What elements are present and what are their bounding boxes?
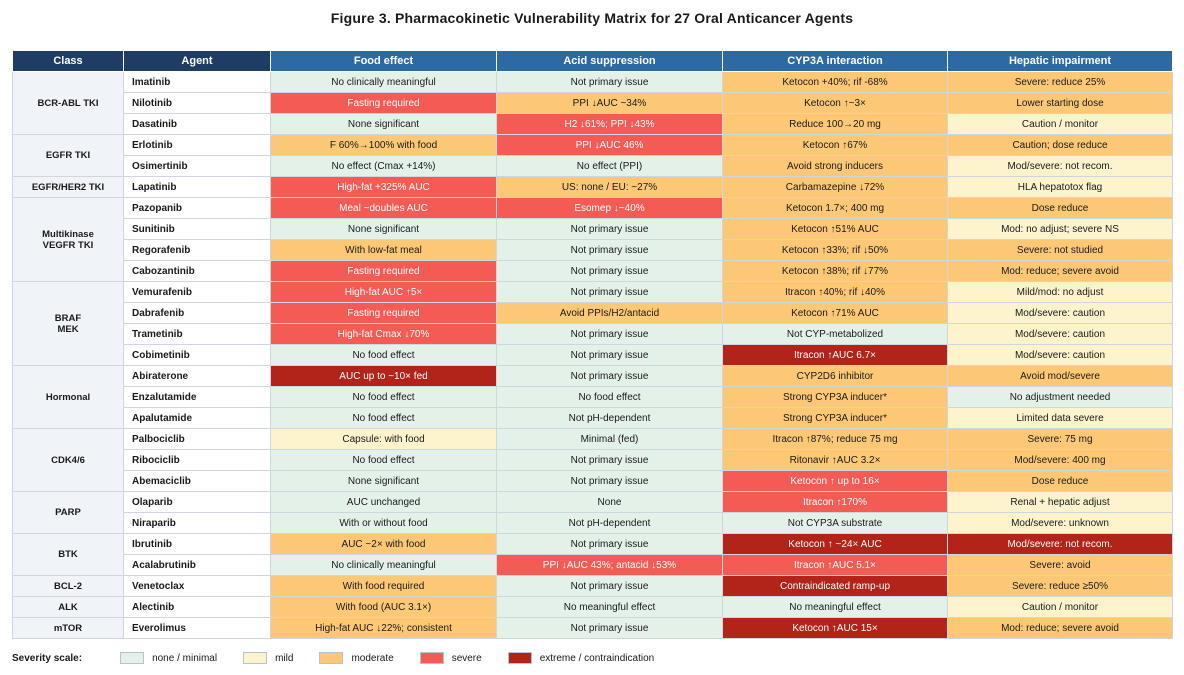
legend-swatch bbox=[420, 652, 444, 664]
severity-cell: None significant bbox=[271, 219, 497, 240]
agent-cell: Dasatinib bbox=[124, 114, 271, 135]
severity-cell: Caution; dose reduce bbox=[948, 135, 1173, 156]
severity-cell: No food effect bbox=[271, 387, 497, 408]
legend-label: moderate bbox=[351, 652, 394, 664]
header-class: Class bbox=[13, 51, 124, 72]
severity-cell: Minimal (fed) bbox=[497, 429, 723, 450]
severity-cell: Not primary issue bbox=[497, 345, 723, 366]
severity-cell: Avoid mod/severe bbox=[948, 366, 1173, 387]
table-row bbox=[13, 534, 1173, 555]
table-row bbox=[13, 156, 1173, 177]
severity-cell: No effect (PPI) bbox=[497, 156, 723, 177]
class-cell bbox=[13, 534, 124, 576]
table-row bbox=[13, 72, 1173, 93]
legend-title: Severity scale: bbox=[12, 652, 83, 664]
severity-cell: Esomep ↓~40% bbox=[497, 198, 723, 219]
severity-cell: Contraindicated ramp-up bbox=[723, 576, 948, 597]
table-row bbox=[13, 450, 1173, 471]
agent-cell: Regorafenib bbox=[124, 240, 271, 261]
severity-cell: AUC unchanged bbox=[271, 492, 497, 513]
severity-cell: Ketocon ↑71% AUC bbox=[723, 303, 948, 324]
agent-cell: Sunitinib bbox=[124, 219, 271, 240]
class-label: CDK4/6 bbox=[51, 454, 85, 466]
severity-cell: High-fat AUC ↓22%; consistent bbox=[271, 618, 497, 639]
severity-cell: Not primary issue bbox=[497, 282, 723, 303]
agent-cell: Acalabrutinib bbox=[124, 555, 271, 576]
severity-cell: No food effect bbox=[271, 408, 497, 429]
class-cell bbox=[13, 597, 124, 618]
severity-cell: Caution / monitor bbox=[948, 597, 1173, 618]
severity-cell: No food effect bbox=[497, 387, 723, 408]
severity-cell: No adjustment needed bbox=[948, 387, 1173, 408]
legend-swatch bbox=[120, 652, 144, 664]
class-label: EGFR TKI bbox=[45, 150, 91, 161]
severity-cell: Not primary issue bbox=[497, 534, 723, 555]
agent-cell: Trametinib bbox=[124, 324, 271, 345]
class-cell bbox=[13, 492, 124, 534]
severity-cell: Limited data severe bbox=[948, 408, 1173, 429]
severity-cell: Not primary issue bbox=[497, 618, 723, 639]
table-row bbox=[13, 513, 1173, 534]
severity-cell: Itracon ↑40%; rif ↓40% bbox=[723, 282, 948, 303]
header-acid-suppression: Acid suppression bbox=[497, 51, 723, 72]
table-row bbox=[13, 555, 1173, 576]
vulnerability-matrix bbox=[12, 50, 1173, 639]
class-cell bbox=[13, 177, 124, 198]
class-cell bbox=[13, 429, 124, 492]
severity-cell: No food effect bbox=[271, 450, 497, 471]
severity-cell: Carbamazepine ↓72% bbox=[723, 177, 948, 198]
legend-label: none / minimal bbox=[152, 652, 218, 664]
agent-cell: Nilotinib bbox=[124, 93, 271, 114]
severity-cell: High-fat +325% AUC bbox=[271, 177, 497, 198]
class-cell bbox=[13, 576, 124, 597]
class-label: MEK bbox=[57, 323, 79, 335]
agent-cell: Imatinib bbox=[124, 72, 271, 93]
severity-cell: Not primary issue bbox=[497, 261, 723, 282]
severity-cell: PPI ↓AUC ~34% bbox=[497, 93, 723, 114]
agent-cell: Erlotinib bbox=[124, 135, 271, 156]
agent-cell: Ibrutinib bbox=[124, 534, 271, 555]
agent-cell: Alectinib bbox=[124, 597, 271, 618]
agent-cell: Enzalutamide bbox=[124, 387, 271, 408]
class-label: BRAF bbox=[54, 312, 82, 324]
legend-label: severe bbox=[451, 652, 482, 664]
class-cell bbox=[13, 366, 124, 429]
agent-cell: Niraparib bbox=[124, 513, 271, 534]
severity-cell: Renal + hepatic adjust bbox=[948, 492, 1173, 513]
table-row bbox=[13, 387, 1173, 408]
severity-cell: Severe: reduce 25% bbox=[948, 72, 1173, 93]
class-label: BTK bbox=[58, 549, 78, 560]
severity-cell: Reduce 100→20 mg bbox=[723, 114, 948, 135]
table-row bbox=[13, 408, 1173, 429]
severity-cell: Mod/severe: caution bbox=[948, 324, 1173, 345]
agent-cell: Cobimetinib bbox=[124, 345, 271, 366]
severity-cell: None significant bbox=[271, 471, 497, 492]
severity-cell: Avoid PPIs/H2/antacid bbox=[497, 303, 723, 324]
severity-cell: Ketocon ↑ ~24× AUC bbox=[723, 534, 948, 555]
severity-cell: US: none / EU: ~27% bbox=[497, 177, 723, 198]
severity-cell: HLA hepatotox flag bbox=[948, 177, 1173, 198]
severity-cell: No clinically meaningful bbox=[271, 555, 497, 576]
severity-cell: Ritonavir ↑AUC 3.2× bbox=[723, 450, 948, 471]
severity-cell: Ketocon ↑ up to 16× bbox=[723, 471, 948, 492]
severity-cell: H2 ↓61%; PPI ↓43% bbox=[497, 114, 723, 135]
severity-cell: Not primary issue bbox=[497, 72, 723, 93]
severity-cell: Strong CYP3A inducer* bbox=[723, 408, 948, 429]
severity-cell: Mod: no adjust; severe NS bbox=[948, 219, 1173, 240]
class-label: BCR-ABL TKI bbox=[37, 97, 99, 109]
table-row bbox=[13, 282, 1173, 303]
severity-cell: Mod: reduce; severe avoid bbox=[948, 261, 1173, 282]
severity-cell: High-fat Cmax ↓70% bbox=[271, 324, 497, 345]
agent-cell: Everolimus bbox=[124, 618, 271, 639]
severity-cell: None significant bbox=[271, 114, 497, 135]
table-row bbox=[13, 324, 1173, 345]
agent-cell: Dabrafenib bbox=[124, 303, 271, 324]
severity-cell: AUC up to ~10× fed bbox=[271, 366, 497, 387]
table-row bbox=[13, 261, 1173, 282]
severity-cell: Mod/severe: caution bbox=[948, 345, 1173, 366]
class-label: EGFR/HER2 TKI bbox=[31, 181, 105, 193]
severity-cell: Mild/mod: no adjust bbox=[948, 282, 1173, 303]
class-label: VEGFR TKI bbox=[42, 239, 94, 251]
severity-cell: Itracon ↑87%; reduce 75 mg bbox=[723, 429, 948, 450]
severity-cell: Severe: not studied bbox=[948, 240, 1173, 261]
severity-cell: Ketocon +40%; rif -68% bbox=[723, 72, 948, 93]
agent-cell: Osimertinib bbox=[124, 156, 271, 177]
table-row bbox=[13, 93, 1173, 114]
agent-cell: Vemurafenib bbox=[124, 282, 271, 303]
class-cell bbox=[13, 72, 124, 135]
severity-cell: Not primary issue bbox=[497, 240, 723, 261]
severity-cell: Ketocon ↑38%; rif ↓77% bbox=[723, 261, 948, 282]
severity-cell: No clinically meaningful bbox=[271, 72, 497, 93]
severity-cell: Severe: 75 mg bbox=[948, 429, 1173, 450]
severity-cell: Severe: reduce ≥50% bbox=[948, 576, 1173, 597]
severity-cell: Ketocon ↑67% bbox=[723, 135, 948, 156]
severity-cell: Fasting required bbox=[271, 261, 497, 282]
severity-cell: With food required bbox=[271, 576, 497, 597]
severity-cell: Not primary issue bbox=[497, 219, 723, 240]
agent-cell: Abiraterone bbox=[124, 366, 271, 387]
severity-cell: With or without food bbox=[271, 513, 497, 534]
severity-cell: Mod/severe: caution bbox=[948, 303, 1173, 324]
table-row bbox=[13, 345, 1173, 366]
severity-cell: Mod/severe: not recom. bbox=[948, 156, 1173, 177]
severity-cell: Not primary issue bbox=[497, 450, 723, 471]
header-cyp3a-interaction: CYP3A interaction bbox=[723, 51, 948, 72]
severity-cell: Strong CYP3A inducer* bbox=[723, 387, 948, 408]
severity-cell: Not primary issue bbox=[497, 366, 723, 387]
severity-cell: Ketocon ↑51% AUC bbox=[723, 219, 948, 240]
severity-cell: With low-fat meal bbox=[271, 240, 497, 261]
table-row bbox=[13, 471, 1173, 492]
agent-cell: Venetoclax bbox=[124, 576, 271, 597]
severity-cell: Dose reduce bbox=[948, 198, 1173, 219]
header-hepatic-impairment: Hepatic impairment bbox=[948, 51, 1173, 72]
severity-cell: Mod/severe: unknown bbox=[948, 513, 1173, 534]
severity-cell: Ketocon 1.7×; 400 mg bbox=[723, 198, 948, 219]
table-row bbox=[13, 429, 1173, 450]
severity-cell: High-fat AUC ↑5× bbox=[271, 282, 497, 303]
severity-cell: AUC ~2× with food bbox=[271, 534, 497, 555]
header-row bbox=[13, 51, 1173, 72]
agent-cell: Cabozantinib bbox=[124, 261, 271, 282]
legend-swatch bbox=[508, 652, 532, 664]
severity-cell: Dose reduce bbox=[948, 471, 1173, 492]
legend-swatch bbox=[319, 652, 343, 664]
severity-cell: Not pH-dependent bbox=[497, 408, 723, 429]
table-row bbox=[13, 366, 1173, 387]
table-row bbox=[13, 492, 1173, 513]
severity-cell: No effect (Cmax +14%) bbox=[271, 156, 497, 177]
class-label: ALK bbox=[58, 601, 78, 613]
class-label: mTOR bbox=[53, 622, 83, 634]
legend-label: extreme / contraindication bbox=[539, 652, 655, 664]
severity-cell: Avoid strong inducers bbox=[723, 156, 948, 177]
class-label: BCL-2 bbox=[54, 580, 82, 592]
table-row bbox=[13, 240, 1173, 261]
agent-cell: Olaparib bbox=[124, 492, 271, 513]
legend-swatch bbox=[243, 652, 267, 664]
class-cell bbox=[13, 618, 124, 639]
table-row bbox=[13, 198, 1173, 219]
severity-cell: None bbox=[497, 492, 723, 513]
severity-cell: No meaningful effect bbox=[497, 597, 723, 618]
severity-cell: Severe: avoid bbox=[948, 555, 1173, 576]
class-label: PARP bbox=[55, 507, 81, 518]
agent-cell: Apalutamide bbox=[124, 408, 271, 429]
class-cell bbox=[13, 198, 124, 282]
agent-cell: Abemaciclib bbox=[124, 471, 271, 492]
table-row bbox=[13, 303, 1173, 324]
table-row bbox=[13, 576, 1173, 597]
agent-cell: Ribociclib bbox=[124, 450, 271, 471]
severity-cell: Not CYP3A substrate bbox=[723, 513, 948, 534]
severity-cell: Not primary issue bbox=[497, 576, 723, 597]
severity-cell: No meaningful effect bbox=[723, 597, 948, 618]
table-row bbox=[13, 135, 1173, 156]
severity-cell: Itracon ↑AUC 5.1× bbox=[723, 555, 948, 576]
table-row bbox=[13, 114, 1173, 135]
severity-cell: Mod/severe: not recom. bbox=[948, 534, 1173, 555]
severity-cell: Ketocon ↑~3× bbox=[723, 93, 948, 114]
matrix-body bbox=[13, 72, 1173, 639]
severity-cell: Mod/severe: 400 mg bbox=[948, 450, 1173, 471]
severity-cell: Mod: reduce; severe avoid bbox=[948, 618, 1173, 639]
class-cell bbox=[13, 135, 124, 177]
severity-cell: PPI ↓AUC 43%; antacid ↓53% bbox=[497, 555, 723, 576]
severity-cell: Meal ~doubles AUC bbox=[271, 198, 497, 219]
severity-cell: Not primary issue bbox=[497, 324, 723, 345]
severity-cell: Itracon ↑170% bbox=[723, 492, 948, 513]
severity-cell: With food (AUC 3.1×) bbox=[271, 597, 497, 618]
figure-title: Figure 3. Pharmacokinetic Vulnerability Matrix for 27 Oral Anticancer Agents bbox=[330, 10, 854, 26]
severity-cell: Itracon ↑AUC 6.7× bbox=[723, 345, 948, 366]
severity-cell: No food effect bbox=[271, 345, 497, 366]
severity-cell: Ketocon ↑33%; rif ↓50% bbox=[723, 240, 948, 261]
class-cell bbox=[13, 282, 124, 366]
table-row bbox=[13, 618, 1173, 639]
severity-cell: Lower starting dose bbox=[948, 93, 1173, 114]
table-row bbox=[13, 219, 1173, 240]
severity-cell: Ketocon ↑AUC 15× bbox=[723, 618, 948, 639]
table-row bbox=[13, 177, 1173, 198]
severity-cell: Fasting required bbox=[271, 303, 497, 324]
table-row bbox=[13, 597, 1173, 618]
agent-cell: Pazopanib bbox=[124, 198, 271, 219]
header-agent: Agent bbox=[124, 51, 271, 72]
legend-label: mild bbox=[275, 652, 294, 664]
agent-cell: Lapatinib bbox=[124, 177, 271, 198]
agent-cell: Palbociclib bbox=[124, 429, 271, 450]
severity-cell: Fasting required bbox=[271, 93, 497, 114]
severity-cell: Capsule: with food bbox=[271, 429, 497, 450]
class-label: Hormonal bbox=[45, 391, 91, 403]
severity-cell: Caution / monitor bbox=[948, 114, 1173, 135]
class-label: Multikinase bbox=[42, 228, 94, 240]
severity-cell: Not primary issue bbox=[497, 471, 723, 492]
severity-cell: PPI ↓AUC 46% bbox=[497, 135, 723, 156]
header-food-effect: Food effect bbox=[271, 51, 497, 72]
severity-legend bbox=[12, 650, 680, 666]
severity-cell: F 60%→100% with food bbox=[271, 135, 497, 156]
severity-cell: Not pH-dependent bbox=[497, 513, 723, 534]
severity-cell: Not CYP-metabolized bbox=[723, 324, 948, 345]
severity-cell: CYP2D6 inhibitor bbox=[723, 366, 948, 387]
